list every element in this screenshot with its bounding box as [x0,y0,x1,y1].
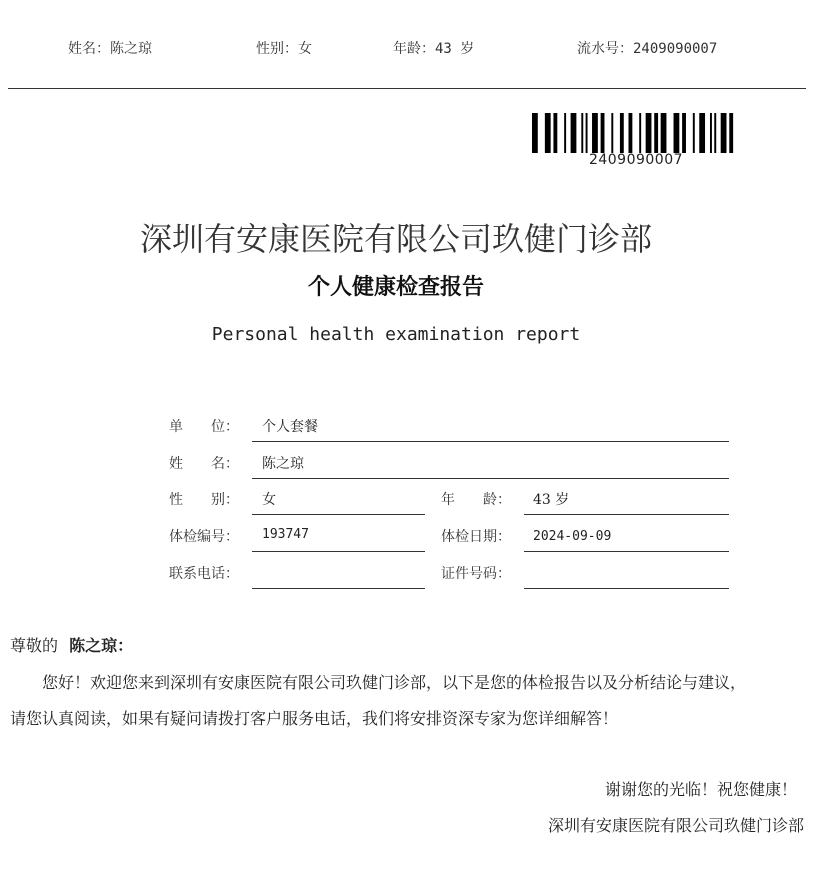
unit-value: 个人套餐 [262,419,318,435]
barcode-bar [581,113,583,153]
gender-value: 女 [262,492,276,508]
barcode-bar [620,113,624,153]
header-age: 年龄：43 岁 [393,41,475,57]
barcode-bar [661,113,667,153]
report-title: 个人健康检查报告 [307,275,484,300]
barcode-bar [571,113,577,153]
phone-underline [252,588,425,589]
barcode-bar [654,113,658,153]
barcode [532,113,740,153]
age-underline [524,514,729,515]
id-underline [524,588,729,589]
name-value: 陈之琼 [262,456,304,472]
age-value: 43 岁 [533,492,570,508]
barcode-bar [628,113,632,153]
letter-line-2: 请您认真阅读，如果有疑问请拨打客户服务电话，我们将安排资深专家为您详细解答！ [10,709,619,728]
unit-label: 单 位： [169,419,239,435]
exam-no-underline [252,551,425,552]
barcode-bar [699,113,705,153]
header-divider [8,88,806,89]
barcode-bar [553,113,557,153]
salutation-name: 陈之琼： [69,636,134,655]
barcode-bar [646,113,652,153]
salutation [10,633,133,656]
barcode-bar [674,113,680,153]
hospital-name: 深圳有安康医院有限公司玖健门诊部 [139,220,652,258]
barcode-bar [532,113,538,153]
exam-date-label: 体检日期： [441,529,511,545]
unit-underline [252,441,729,442]
barcode-number: 2409090007 [588,152,684,168]
name-label: 姓 名： [169,456,239,472]
barcode-bar [611,113,613,153]
barcode-bar [586,113,588,153]
exam-no-label: 体检编号： [169,529,239,545]
gender-underline [252,514,425,515]
barcode-bar [545,113,551,153]
thanks-text: 谢谢您的光临！祝您健康！ [604,780,797,799]
age-label: 年 龄： [441,492,511,508]
barcode-bar [592,113,598,153]
signature: 深圳有安康医院有限公司玖健门诊部 [547,816,804,835]
header-gender: 性别：女 [256,41,312,57]
phone-label: 联系电话： [169,566,239,582]
barcode-bar [714,113,716,153]
barcode-bar [639,113,641,153]
id-label: 证件号码： [441,566,511,582]
header-serial: 流水号：2409090007 [577,41,718,57]
header-name: 姓名：陈之琼 [68,41,152,57]
exam-date-value: 2024-09-09 [533,529,612,544]
gender-label: 性 别： [169,492,239,508]
name-underline [252,478,729,479]
exam-no-value: 193747 [262,527,309,542]
barcode-bar [721,113,727,153]
salutation-prefix: 尊敬的 [10,636,59,655]
report-title-english: Personal health examination report [211,324,581,345]
barcode-bar [710,113,712,153]
exam-date-underline [524,551,729,552]
barcode-bar [729,113,733,153]
barcode-bar [682,113,686,153]
barcode-bar [601,113,605,153]
barcode-bar [564,113,566,153]
letter-line-1: 您好！欢迎您来到深圳有安康医院有限公司玖健门诊部，以下是您的体检报告以及分析结论与建议， [42,673,747,692]
barcode-bar [693,113,695,153]
